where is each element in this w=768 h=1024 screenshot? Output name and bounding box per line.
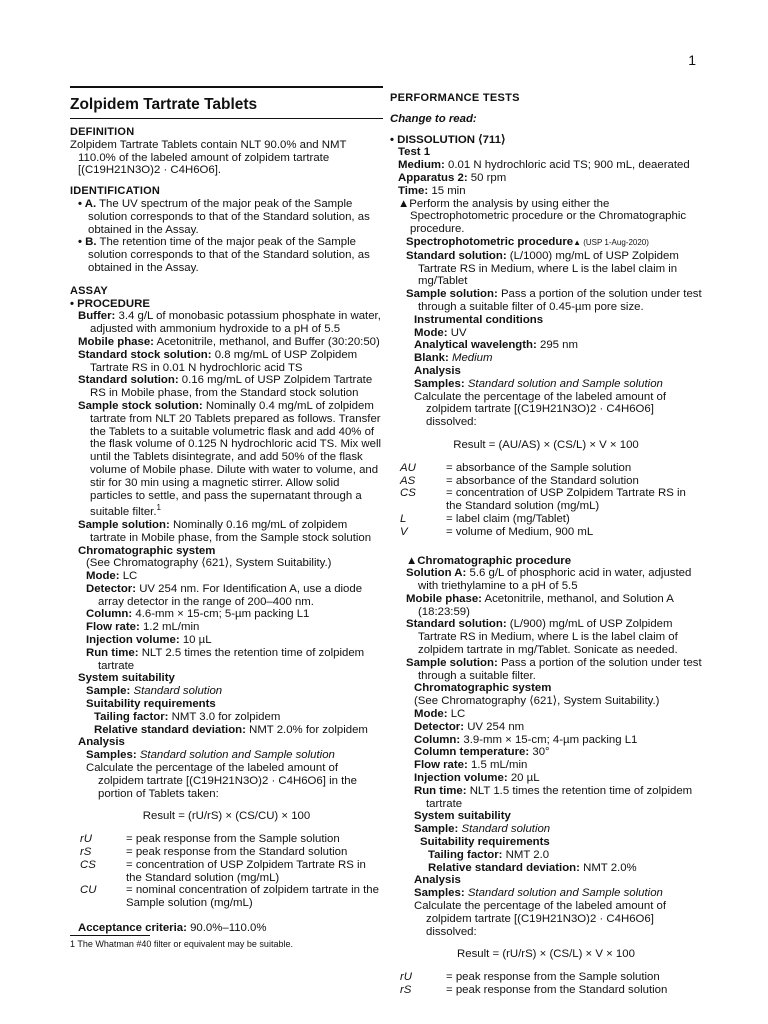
sp-calculation-text: Calculate the percentage of the labeled amount of zolpidem tartrate [(C19H21N3O)2 · C4H6O6] dissolved:	[414, 390, 667, 429]
title-rule-bottom	[70, 118, 383, 119]
cp-column-temperature: Column temperature: 30°	[414, 746, 550, 759]
dissolution-medium: Medium: 0.01 N hydrochloric acid TS; 900 mL, deaerated	[398, 159, 690, 172]
cp-system-suitability-heading: System suitability	[414, 810, 511, 823]
suitability-sample: Sample: Standard solution	[86, 685, 223, 698]
definition-row: CS = concentration of USP Zolpidem Tartrate RS in the Standard solution (mg/mL)	[80, 858, 366, 884]
assay-formula: Result = (rU/rS) × (CS/CU) × 100	[142, 810, 311, 823]
mode: Mode: LC	[86, 570, 138, 583]
sp-samples: Samples: Standard solution and Sample solution	[414, 377, 663, 390]
apparatus: Apparatus 2: 50 rpm	[398, 171, 507, 184]
detector: Detector: UV 254 nm. For Identification A, use a diode array detector in the range of 200–400 nm.	[86, 582, 363, 608]
cp-detector: Detector: UV 254 nm	[414, 720, 525, 733]
definition-row: rU = peak response from the Sample solution	[400, 971, 660, 984]
cp-sample-solution: Sample solution: Pass a portion of the solution under test through a suitable filter.	[406, 656, 702, 682]
chromatographic-system-heading: Chromatographic system	[78, 544, 216, 557]
perform-note: ▲Perform the analysis by using either the Spectrophotometric procedure or the Chromatographic procedure.	[398, 197, 687, 236]
column: Column: 4.6-mm × 15-cm; 5-µm packing L1	[86, 608, 310, 621]
left-column	[70, 86, 383, 935]
cp-column: Column: 3.9-mm × 15-cm; 4-µm packing L1	[414, 733, 638, 746]
assay-heading: ASSAY	[70, 284, 108, 297]
sp-standard-solution: Standard solution: (L/1000) mg/mL of USP Zolpidem Tartrate RS in Medium, where L is the label claim in mg/Tablet	[406, 249, 679, 288]
cp-relative-standard-deviation: Relative standard deviation: NMT 2.0%	[428, 861, 637, 874]
cp-mode: Mode: LC	[414, 708, 466, 721]
sp-sample-solution: Sample solution: Pass a portion of the solution under test through a suitable filter of 0.45-µm pore size.	[406, 288, 702, 313]
footnote: 1 The Whatman #40 filter or equivalent may be suitable.	[70, 939, 293, 949]
page-title: Zolpidem Tartrate Tablets	[70, 96, 258, 113]
solution-a: Solution A: 5.6 g/L of phosphoric acid in water, adjusted with triethylamine to a pH of 5.5	[406, 567, 692, 593]
chromatography-reference: (See Chromatography ⟨621⟩, System Suitability.)	[86, 557, 332, 570]
definition-row: AS = absorbance of the Standard solution	[400, 474, 639, 487]
chromatographic-procedure-heading: ▲Chromatographic procedure	[406, 554, 572, 567]
time: Time: 15 min	[398, 184, 466, 197]
mobile-phase: Mobile phase: Acetonitrile, methanol, and Buffer (30:20:50)	[78, 335, 380, 348]
cp-chromatography-reference: (See Chromatography ⟨621⟩, System Suitability.)	[414, 695, 660, 708]
assay-calculation-text: Calculate the percentage of the labeled amount of zolpidem tartrate [(C19H21N3O)2 · C4H6O6] in the portion of Tablets taken:	[86, 762, 357, 800]
injection-volume: Injection volume: 10 µL	[86, 634, 212, 647]
cp-flow-rate: Flow rate: 1.5 mL/min	[414, 759, 528, 772]
tailing-factor: Tailing factor: NMT 3.0 for zolpidem	[94, 710, 281, 723]
definition-row: rS = peak response from the Standard solution	[400, 984, 668, 996]
sp-analysis-heading: Analysis	[414, 364, 461, 377]
cp-injection-volume: Injection volume: 20 µL	[414, 772, 540, 785]
cp-run-time: Run time: NLT 1.5 times the retention time of zolpidem tartrate	[414, 784, 693, 810]
definition-text: Zolpidem Tartrate Tablets contain NLT 90.0% and NMT 110.0% of the labeled amount of zolpidem tartrate [(C19H21N3O)2 · C4H6O6].	[70, 138, 347, 177]
sp-formula: Result = (AU/AS) × (CS/L) × V × 100	[453, 438, 639, 451]
assay-definitions	[70, 833, 383, 910]
suitability-requirements-heading: Suitability requirements	[86, 698, 216, 711]
performance-tests-heading: PERFORMANCE TESTS	[390, 92, 520, 104]
standard-solution: Standard solution: 0.16 mg/mL of USP Zolpidem Tartrate RS in Mobile phase, from the Standard stock solution	[78, 374, 373, 400]
definition-row: rU = peak response from the Sample solution	[80, 833, 340, 846]
definition-row: V = volume of Medium, 900 mL	[400, 525, 594, 538]
sample-stock-solution: Sample stock solution: Nominally 0.4 mg/mL of zolpidem tartrate from NLT 20 Tablets prepared as follows. Transfer the Tablets to a suitable volumetric flask and add 40% of the flask volume of 0.125 N hydrochloric acid TS. Mix well until the Tablets disintegrate, and add 50% of the flask volume of Mobile phase. Dilute with water to volume, and stir for 30 min using a magnetic stirrer. Allow solid particles to settle, and pass the supernatant through a suitable filter.$^1$	[78, 399, 382, 519]
cp-chromatographic-system-heading: Chromatographic system	[414, 682, 552, 695]
system-suitability-heading: System suitability	[78, 672, 175, 685]
analytical-wavelength: Analytical wavelength: 295 nm	[414, 339, 578, 352]
standard-stock-solution: Standard stock solution: 0.8 mg/mL of USP Zolpidem Tartrate RS in 0.01 N hydrochloric acid TS	[78, 348, 358, 374]
sp-definitions	[390, 462, 702, 539]
definition-heading: DEFINITION	[70, 126, 135, 138]
cp-samples: Samples: Standard solution and Sample solution	[414, 887, 663, 900]
cp-standard-solution: Standard solution: (L/900) mg/mL of USP Zolpidem Tartrate RS in Medium, where L is the label claim of zolpidem tartrate in mg/Tablet. Sonicate as needed.	[406, 618, 678, 657]
cp-mobile-phase: Mobile phase: Acetonitrile, methanol, and Solution A (18:23:59)	[406, 592, 674, 618]
dissolution-heading: • DISSOLUTION ⟨711⟩	[390, 133, 506, 146]
cp-formula: Result = (rU/rS) × (CS/L) × V × 100	[457, 948, 635, 961]
instrumental-conditions-heading: Instrumental conditions	[414, 313, 544, 326]
identification-heading: IDENTIFICATION	[70, 185, 160, 198]
definition-row: CS = concentration of USP Zolpidem Tartrate RS in the Standard solution (mg/mL)	[400, 487, 686, 513]
test-1-heading: Test 1	[398, 146, 431, 159]
footnote-rule	[70, 935, 150, 936]
identification-a: • A. The UV spectrum of the major peak of the Sample solution corresponds to that of the Standard solution, as obtained in the Assay.	[78, 197, 370, 236]
definition-row: L = label claim (mg/Tablet)	[400, 512, 570, 525]
procedure-heading: • PROCEDURE	[70, 297, 150, 310]
analysis-samples: Samples: Standard solution and Sample solution	[86, 749, 335, 762]
acceptance-criteria: Acceptance criteria: 90.0%–110.0%	[78, 922, 267, 935]
definition-row: AU = absorbance of the Sample solution	[400, 461, 632, 474]
definition-row: rS = peak response from the Standard solution	[80, 846, 348, 859]
cp-analysis-heading: Analysis	[414, 874, 461, 887]
relative-standard-deviation: Relative standard deviation: NMT 2.0% for zolpidem	[94, 723, 368, 736]
cp-tailing-factor: Tailing factor: NMT 2.0	[428, 848, 550, 861]
cp-suitability-requirements-heading: Suitability requirements	[420, 836, 550, 849]
sample-solution: Sample solution: Nominally 0.16 mg/mL of zolpidem tartrate in Mobile phase, from the Sample stock solution	[78, 518, 372, 544]
right-column	[390, 92, 702, 1003]
definition-row: CU = nominal concentration of zolpidem tartrate in the Sample solution (mg/mL)	[80, 884, 379, 910]
blank: Blank: Medium	[414, 352, 493, 365]
cp-calculation-text: Calculate the percentage of the labeled amount of zolpidem tartrate [(C19H21N3O)2 · C4H6O6] dissolved:	[414, 900, 667, 938]
spectrophotometric-heading: Spectrophotometric procedure▲ (USP 1-Aug-2020)	[406, 235, 649, 248]
run-time: Run time: NLT 2.5 times the retention time of zolpidem tartrate	[86, 646, 365, 672]
identification-b: • B. The retention time of the major peak of the Sample solution corresponds to that of the Standard solution, as obtained in the Assay.	[78, 236, 370, 274]
page-number: 1	[688, 52, 696, 68]
buffer: Buffer: 3.4 g/L of monobasic potassium phosphate in water, adjusted with ammonium hydroxide to a pH of 5.5	[78, 310, 381, 336]
analysis-heading: Analysis	[78, 736, 125, 749]
change-to-read: Change to read:	[390, 112, 477, 125]
cp-definitions	[390, 971, 667, 997]
flow-rate: Flow rate: 1.2 mL/min	[86, 621, 200, 634]
sp-mode: Mode: UV	[414, 326, 467, 339]
cp-suitability-sample: Sample: Standard solution	[414, 823, 551, 836]
